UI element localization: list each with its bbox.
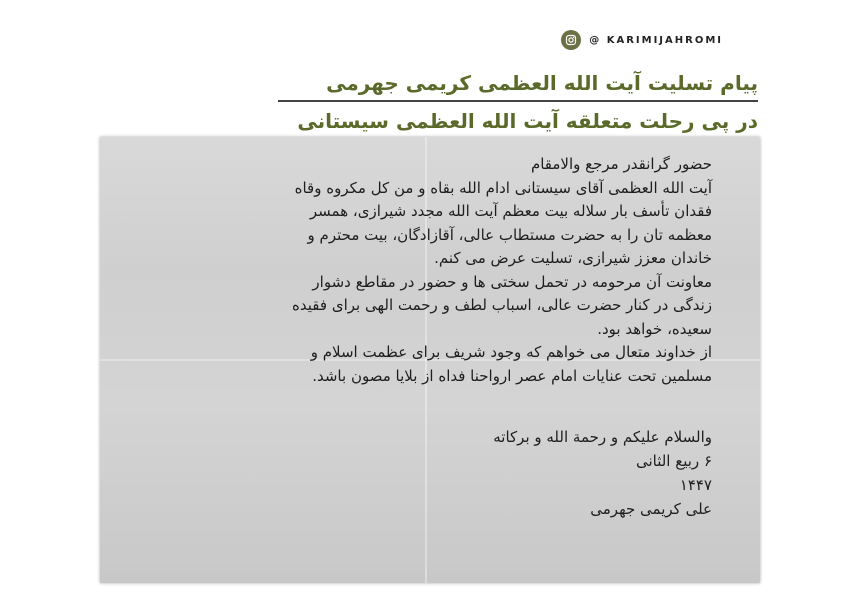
letter-signature-block (312, 425, 712, 521)
letter-line: حضور گرانقدر مرجع والامقام (530, 155, 712, 173)
instagram-icon (561, 30, 581, 50)
letter-line: خاندان معزز شیرازی، تسلیت عرض می کنم. (434, 249, 712, 267)
date-year: ۱۴۴۷ (679, 476, 712, 494)
letter-line: معاونت آن مرحومه در تحمل سختی ها و حضور در مقاطع دشوار (312, 272, 712, 291)
letter-line: سعیده، خواهد بود. (597, 319, 712, 338)
letter-paper (100, 137, 760, 583)
letter-line: مسلمین تحت عنایات امام عصر ارواحنا فداه از بلایا مصون باشد. (312, 366, 712, 385)
closing-salutation: والسلام علیکم و رحمة الله و برکاته (493, 428, 712, 446)
headline-line-1: پیام تسلیت آیت الله العظمی کریمی جهرمی (278, 68, 758, 102)
headline (278, 68, 758, 136)
letter-body (132, 153, 712, 388)
letter-line: زندگی در کنار حضرت عالی، اسباب لطف و رحمت الهی برای فقیده (292, 296, 712, 314)
instagram-handle[interactable] (561, 30, 723, 50)
letter-line: از خداوند متعال می خواهم که وجود شریف برای عظمت اسلام و (310, 343, 712, 361)
letter-line: معظمه تان را به حضرت مستطاب عالی، آقازادگان، بیت محترم و (307, 225, 712, 244)
letter-line: آیت الله العظمی آقای سیستانی ادام الله بقاه و من کل مکروه وقاه (294, 178, 712, 197)
handle-text: @ KARIMIJAHROMI (589, 34, 723, 46)
date-hijri: ۶ ربیع الثانی (635, 452, 712, 470)
headline-line-2: در پی رحلت متعلقه آیت الله العظمی سیستانی (297, 109, 758, 133)
signature-name: علی کریمی جهرمی (590, 500, 712, 518)
letter-line: فقدان تأسف بار سلاله بیت معظم آیت الله مجدد شیرازی، همسر (309, 202, 712, 220)
